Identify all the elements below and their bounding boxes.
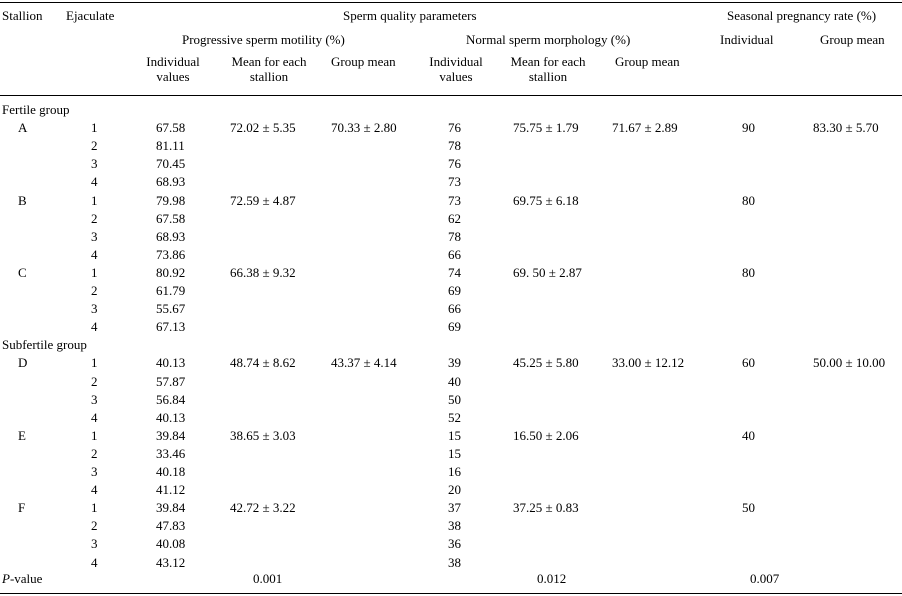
- motility-value: 80.92: [156, 264, 186, 280]
- header-rule: [0, 95, 902, 96]
- motility-value: 68.93: [156, 174, 186, 190]
- ejaculate-number: 4: [91, 174, 98, 190]
- motility-value: 55.67: [156, 301, 186, 317]
- morphology-value: 38: [448, 518, 461, 534]
- morphology-mean: 16.50 ± 2.06: [513, 427, 579, 443]
- morphology-mean: 69.75 ± 6.18: [513, 192, 579, 208]
- motility-value: 81.11: [156, 138, 185, 154]
- pregnancy-individual: 60: [742, 355, 755, 371]
- motility-mean: 48.74 ± 8.62: [230, 355, 296, 371]
- header-morphology-individual-line1: Individual: [429, 54, 483, 69]
- header-motility-mean-each-line2: stallion: [249, 69, 289, 84]
- morphology-value: 16: [448, 464, 461, 479]
- morphology-value: 76: [448, 120, 461, 136]
- header-motility-individual-line2: values: [156, 69, 190, 84]
- morphology-value: 50: [448, 391, 461, 407]
- ejaculate-number: 3: [91, 228, 98, 244]
- pvalue-label: [2, 571, 42, 586]
- pvalue-morphology: 0.012: [537, 571, 567, 586]
- morphology-value: 74: [448, 264, 461, 280]
- motility-mean: 72.59 ± 4.87: [230, 192, 296, 208]
- stallion-id: E: [18, 427, 26, 443]
- motility-mean: 72.02 ± 5.35: [230, 120, 296, 136]
- pregnancy-group-mean: 50.00 ± 10.00: [813, 355, 886, 371]
- pvalue-label-italic: P: [2, 571, 10, 586]
- motility-value: 40.13: [156, 409, 186, 425]
- group-label: Subfertile group: [2, 337, 87, 353]
- ejaculate-number: 3: [91, 301, 98, 317]
- morphology-value: 69: [448, 319, 461, 335]
- stallion-id: A: [18, 120, 28, 136]
- stallion-id: F: [18, 500, 26, 516]
- header-motility-group-mean: Group mean: [331, 54, 396, 69]
- ejaculate-number: 2: [91, 210, 98, 226]
- bottom-rule: [0, 593, 902, 594]
- stallion-id: B: [18, 192, 27, 208]
- ejaculate-number: 1: [91, 264, 98, 280]
- morphology-value: 52: [448, 409, 461, 425]
- motility-value: 41.12: [156, 482, 186, 498]
- header-stallion: Stallion: [2, 8, 43, 23]
- motility-value: 39.84: [156, 500, 186, 516]
- stallion-id: D: [18, 355, 28, 371]
- pvalue-label-rest: -value: [9, 571, 43, 586]
- ejaculate-number: 3: [91, 391, 98, 407]
- header-morphology-mean-each-line2: stallion: [528, 69, 568, 84]
- ejaculate-number: 3: [91, 464, 98, 479]
- ejaculate-number: 2: [91, 373, 98, 389]
- motility-value: 47.83: [156, 518, 186, 534]
- header-motility-mean-each: [219, 54, 319, 84]
- morphology-group-mean: 71.67 ± 2.89: [612, 120, 678, 136]
- motility-mean: 66.38 ± 9.32: [230, 264, 296, 280]
- motility-value: 67.58: [156, 210, 186, 226]
- motility-value: 57.87: [156, 373, 186, 389]
- motility-value: 40.18: [156, 464, 186, 479]
- motility-value: 68.93: [156, 228, 186, 244]
- ejaculate-number: 3: [91, 536, 98, 552]
- morphology-mean: 69. 50 ± 2.87: [513, 264, 582, 280]
- morphology-value: 15: [448, 427, 461, 443]
- motility-value: 67.58: [156, 120, 186, 136]
- morphology-value: 62: [448, 210, 461, 226]
- motility-group-mean: 43.37 ± 4.14: [331, 355, 397, 371]
- motility-value: 40.08: [156, 536, 186, 552]
- pregnancy-individual: 40: [742, 427, 755, 443]
- morphology-value: 15: [448, 445, 461, 461]
- ejaculate-number: 4: [91, 482, 98, 498]
- morphology-value: 78: [448, 228, 461, 244]
- motility-value: 40.13: [156, 355, 186, 371]
- header-pregnancy-individual: Individual: [720, 32, 774, 47]
- top-rule: [0, 2, 902, 3]
- motility-value: 67.13: [156, 319, 186, 335]
- motility-group-mean: 70.33 ± 2.80: [331, 120, 397, 136]
- motility-value: 70.45: [156, 156, 186, 172]
- morphology-mean: 37.25 ± 0.83: [513, 500, 579, 516]
- morphology-value: 78: [448, 138, 461, 154]
- ejaculate-number: 1: [91, 355, 98, 371]
- morphology-value: 69: [448, 283, 461, 298]
- morphology-mean: 45.25 ± 5.80: [513, 355, 579, 371]
- morphology-value: 73: [448, 174, 461, 190]
- header-sperm-quality: Sperm quality parameters: [343, 8, 477, 23]
- header-morphology-individual-line2: values: [439, 69, 473, 84]
- motility-value: 61.79: [156, 283, 186, 298]
- morphology-value: 39: [448, 355, 461, 371]
- header-motility-individual-line1: Individual: [146, 54, 200, 69]
- ejaculate-number: 1: [91, 120, 98, 136]
- group-label: Fertile group: [2, 102, 70, 117]
- header-morphology-mean-each-line1: Mean for each: [510, 54, 586, 69]
- header-morphology-group-mean: Group mean: [615, 54, 680, 69]
- stallion-id: C: [18, 264, 27, 280]
- morphology-value: 66: [448, 246, 461, 262]
- header-morphology: Normal sperm morphology (%): [466, 32, 631, 47]
- ejaculate-number: 3: [91, 156, 98, 172]
- ejaculate-number: 1: [91, 427, 98, 443]
- motility-value: 56.84: [156, 391, 186, 407]
- motility-value: 43.12: [156, 554, 186, 570]
- ejaculate-number: 2: [91, 445, 98, 461]
- pregnancy-individual: 80: [742, 264, 755, 280]
- morphology-value: 76: [448, 156, 461, 172]
- pregnancy-individual: 80: [742, 192, 755, 208]
- morphology-group-mean: 33.00 ± 12.12: [612, 355, 685, 371]
- header-ejaculate: Ejaculate: [66, 8, 115, 23]
- morphology-value: 73: [448, 192, 461, 208]
- header-morphology-individual: [416, 54, 496, 84]
- morphology-value: 38: [448, 554, 461, 570]
- morphology-value: 66: [448, 301, 461, 317]
- ejaculate-number: 2: [91, 138, 98, 154]
- motility-value: 39.84: [156, 427, 186, 443]
- pregnancy-individual: 90: [742, 120, 755, 136]
- header-motility-individual: [133, 54, 213, 84]
- motility-value: 33.46: [156, 445, 186, 461]
- header-morphology-mean-each: [498, 54, 598, 84]
- motility-value: 73.86: [156, 246, 186, 262]
- morphology-value: 36: [448, 536, 461, 552]
- ejaculate-number: 1: [91, 192, 98, 208]
- header-motility: Progressive sperm motility (%): [182, 32, 345, 47]
- morphology-mean: 75.75 ± 1.79: [513, 120, 579, 136]
- morphology-value: 20: [448, 482, 461, 498]
- header-pregnancy-group-mean: Group mean: [820, 32, 885, 47]
- ejaculate-number: 2: [91, 518, 98, 534]
- pregnancy-group-mean: 83.30 ± 5.70: [813, 120, 879, 136]
- ejaculate-number: 4: [91, 554, 98, 570]
- morphology-value: 37: [448, 500, 461, 516]
- header-seasonal: Seasonal pregnancy rate (%): [727, 8, 877, 23]
- ejaculate-number: 1: [91, 500, 98, 516]
- pregnancy-individual: 50: [742, 500, 755, 516]
- pvalue-pregnancy: 0.007: [750, 571, 780, 586]
- ejaculate-number: 4: [91, 246, 98, 262]
- motility-mean: 42.72 ± 3.22: [230, 500, 296, 516]
- header-motility-mean-each-line1: Mean for each: [231, 54, 307, 69]
- pvalue-motility: 0.001: [253, 571, 283, 586]
- ejaculate-number: 4: [91, 409, 98, 425]
- ejaculate-number: 2: [91, 283, 98, 298]
- motility-mean: 38.65 ± 3.03: [230, 427, 296, 443]
- morphology-value: 40: [448, 373, 461, 389]
- motility-value: 79.98: [156, 192, 186, 208]
- ejaculate-number: 4: [91, 319, 98, 335]
